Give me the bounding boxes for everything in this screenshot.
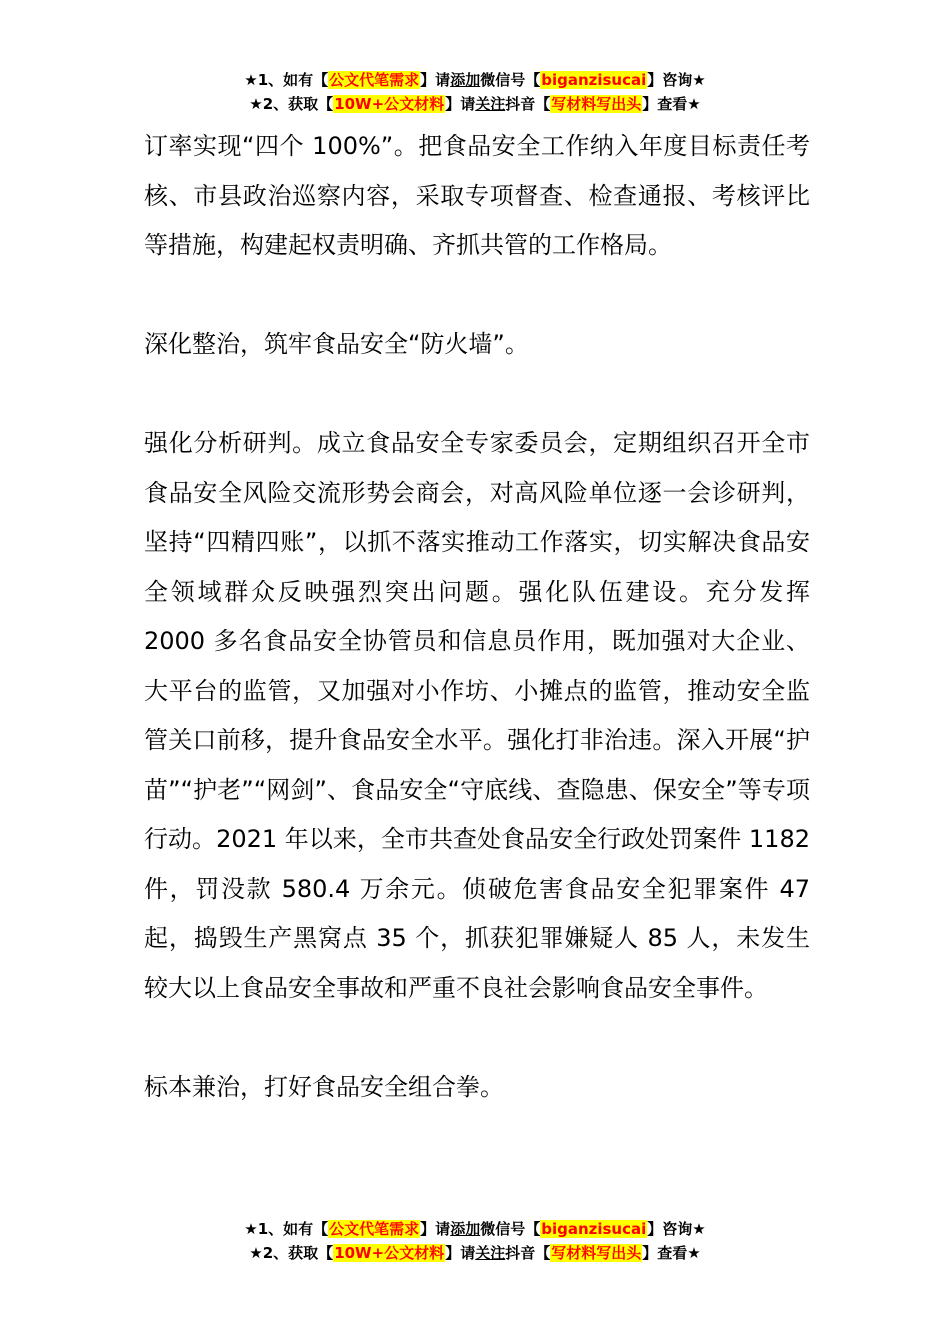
wechat-id: biganzisucai xyxy=(541,1220,647,1238)
douyin-account: 写材料写出头 xyxy=(551,95,642,113)
footer-banner xyxy=(0,1217,950,1265)
highlight-text: 公文代笔需求 xyxy=(329,71,420,89)
banner-text: ★2、获取【 xyxy=(249,1244,334,1262)
banner-text: 抖音【 xyxy=(505,1244,551,1262)
banner-text: 】查看★ xyxy=(642,1244,701,1262)
banner-text: 】请 xyxy=(445,95,476,113)
banner-text: 】查看★ xyxy=(642,95,701,113)
banner-text: 】请 xyxy=(445,1244,476,1262)
document-body xyxy=(144,122,810,1112)
banner-text: ★1、如有【 xyxy=(244,71,329,89)
banner-text: 微信号【 xyxy=(480,71,541,89)
highlight-text: 公文代笔需求 xyxy=(329,1220,420,1238)
banner-text: 】请 xyxy=(420,1220,451,1238)
banner-text: ★1、如有【 xyxy=(244,1220,329,1238)
paragraph: 强化分析研判。成立食品安全专家委员会，定期组织召开全市食品安全风险交流形势会商会，对高风险单位逐一会诊研判，坚持“四精四账”，以抓不落实推动工作落实，切实解决食品安全领域群众反映强烈突出问题。强化队伍建设。充分发挥 2000 多名食品安全协管员和信息员作用，既加强对大企业、大平台的监管，又加强对小作坊、小摊点的监管，推动安全监管关口前移，提升食品安全水平。强化打非治违。深入开展“护苗”“护老”“网剑”、食品安全“守底线、查隐患、保安全”等专项行动。2021 年以来，全市共查处食品安全行政处罚案件 1182 件，罚没款 580.4 万余元。侦破危害食品安全犯罪案件 47 起，捣毁生产黑窝点 35 个，抓获犯罪嫌疑人 85 人，未发生较大以上食品安全事故和严重不良社会影响食品安全事件。 xyxy=(144,429,810,1002)
wechat-id: biganzisucai xyxy=(541,71,647,89)
banner-text: ★2、获取【 xyxy=(249,95,334,113)
banner-text: 抖音【 xyxy=(505,95,551,113)
highlight-text: 10W+公文材料 xyxy=(334,95,445,113)
douyin-account: 写材料写出头 xyxy=(551,1244,642,1262)
banner-text: 】咨询★ xyxy=(647,1220,706,1238)
section-heading: 标本兼治，打好食品安全组合拳。 xyxy=(144,1072,504,1101)
banner-line-2 xyxy=(0,92,950,116)
banner-line-1 xyxy=(0,1217,950,1241)
banner-text: 微信号【 xyxy=(480,1220,541,1238)
banner-text: 】咨询★ xyxy=(647,71,706,89)
emphasis-text: 关注 xyxy=(475,1244,506,1262)
section-heading: 深化整治，筑牢食品安全“防火墙”。 xyxy=(144,330,529,358)
header-banner xyxy=(0,68,950,116)
emphasis-text: 添加 xyxy=(450,1220,481,1238)
banner-text: 】请 xyxy=(420,71,451,89)
emphasis-text: 添加 xyxy=(450,71,481,89)
banner-line-1 xyxy=(0,68,950,92)
emphasis-text: 关注 xyxy=(475,95,506,113)
paragraph: 订率实现“四个 100%”。把食品安全工作纳入年度目标责任考核、市县政治巡察内容，采取专项督查、检查通报、考核评比等措施，构建起权责明确、齐抓共管的工作格局。 xyxy=(144,132,810,259)
banner-line-2 xyxy=(0,1241,950,1265)
highlight-text: 10W+公文材料 xyxy=(334,1244,445,1262)
